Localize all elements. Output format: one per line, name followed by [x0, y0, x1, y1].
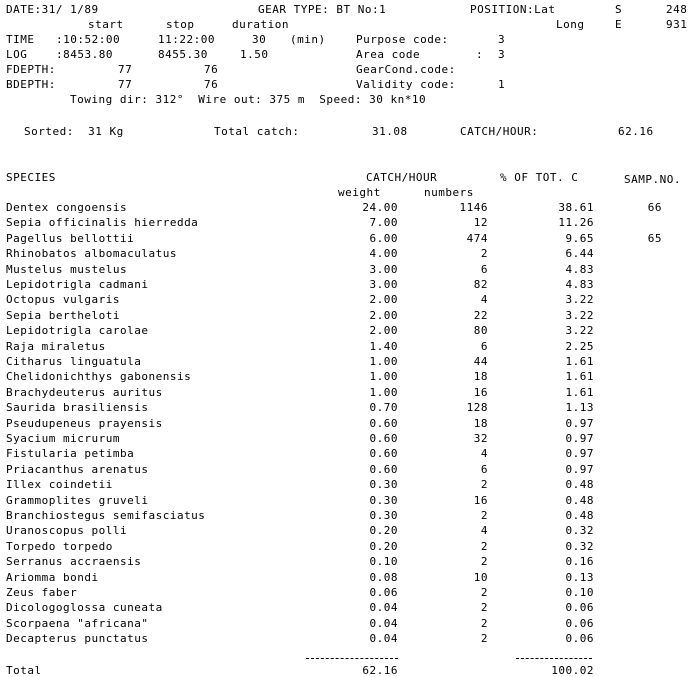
species-name: Mustelus mustelus	[6, 263, 128, 276]
weight-value: 0.30	[369, 494, 398, 507]
species-name: Dentex congoensis	[6, 201, 128, 214]
validity-code-value: 1	[498, 78, 506, 91]
numbers-value: 2	[480, 632, 488, 645]
percent-value: 0.48	[565, 494, 594, 507]
weight-value: 3.00	[369, 278, 398, 291]
purpose-code-value: 3	[498, 33, 506, 46]
numbers-value: 2	[480, 586, 488, 599]
numbers-value: 18	[473, 370, 488, 383]
total-catch-value: 31.08	[372, 125, 408, 138]
area-code-value: 3	[498, 48, 506, 61]
weight-value: 0.60	[369, 417, 398, 430]
percent-value: 0.97	[565, 463, 594, 476]
species-name: Dicologoglossa cuneata	[6, 601, 163, 614]
time-start: :10:52:00	[56, 33, 121, 46]
species-name: Serranus accraensis	[6, 555, 142, 568]
percent-value: 0.97	[565, 447, 594, 460]
species-name: Chelidonichthys gabonensis	[6, 370, 192, 383]
species-name: Zeus faber	[6, 586, 78, 599]
weight-value: 0.60	[369, 432, 398, 445]
long-value: 931	[666, 18, 688, 31]
percent-value: 0.32	[565, 524, 594, 537]
species-name: Rhinobatos albomaculatus	[6, 247, 177, 260]
weight-value: 1.00	[369, 355, 398, 368]
weight-value: 4.00	[369, 247, 398, 260]
percent-value: 0.06	[565, 632, 594, 645]
percent-value: 0.06	[565, 601, 594, 614]
gearcond-label: GearCond.code:	[356, 63, 456, 76]
weight-value: 0.30	[369, 478, 398, 491]
weight-value: 24.00	[362, 201, 398, 214]
species-name: Illex coindetii	[6, 478, 113, 491]
time-unit: (min)	[290, 33, 326, 46]
weight-value: 0.70	[369, 401, 398, 414]
sample-number-value: 65	[647, 232, 662, 245]
percent-value: 0.97	[565, 432, 594, 445]
pct-total-header: % OF TOT. C	[500, 171, 579, 184]
weight-value: 2.00	[369, 309, 398, 322]
numbers-value: 6	[480, 263, 488, 276]
sorted-weight: Sorted: 31 Kg	[24, 125, 124, 138]
species-name: Priacanthus arenatus	[6, 463, 149, 476]
weight-value: 0.20	[369, 540, 398, 553]
weight-value: 1.00	[369, 386, 398, 399]
weight-value: 0.60	[369, 463, 398, 476]
species-name: Saurida brasiliensis	[6, 401, 149, 414]
weight-total-rule	[306, 658, 398, 659]
percent-value: 3.22	[565, 309, 594, 322]
catch-hour-header: CATCH/HOUR	[366, 171, 438, 184]
percent-value: 11.26	[558, 216, 594, 229]
pct-total-rule	[516, 658, 592, 659]
numbers-value: 16	[473, 386, 488, 399]
percent-value: 1.61	[565, 370, 594, 383]
species-name: Grammoplites gruveli	[6, 494, 149, 507]
purpose-code-label: Purpose code:	[356, 33, 449, 46]
time-stop: 11:22:00	[158, 33, 215, 46]
numbers-value: 1146	[459, 201, 488, 214]
weight-value: 0.20	[369, 524, 398, 537]
numbers-value: 80	[473, 324, 488, 337]
catch-hour-value: 62.16	[618, 125, 654, 138]
species-name: Raja miraletus	[6, 340, 106, 353]
percent-value: 0.97	[565, 417, 594, 430]
area-code-label: Area code	[356, 48, 421, 61]
percent-value: 9.65	[565, 232, 594, 245]
weight-value: 7.00	[369, 216, 398, 229]
percent-value: 0.32	[565, 540, 594, 553]
numbers-value: 32	[473, 432, 488, 445]
weight-value: 0.08	[369, 571, 398, 584]
bdepth-label: BDEPTH:	[6, 78, 56, 91]
percent-value: 38.61	[558, 201, 594, 214]
species-name: Sepia bertheloti	[6, 309, 120, 322]
numbers-value: 2	[480, 478, 488, 491]
weight-value: 0.04	[369, 601, 398, 614]
species-name: Octopus vulgaris	[6, 293, 120, 306]
long-hemisphere: E	[615, 18, 623, 31]
numbers-value: 82	[473, 278, 488, 291]
total-percent: 100.02	[551, 664, 594, 677]
percent-value: 4.83	[565, 278, 594, 291]
total-weight: 62.16	[362, 664, 398, 677]
percent-value: 3.22	[565, 324, 594, 337]
numbers-value: 2	[480, 617, 488, 630]
weight-value: 6.00	[369, 232, 398, 245]
numbers-value: 12	[473, 216, 488, 229]
species-name: Lepidotrigla carolae	[6, 324, 149, 337]
fdepth-label: FDEPTH:	[6, 63, 56, 76]
percent-value: 0.13	[565, 571, 594, 584]
sample-number-value: 66	[647, 201, 662, 214]
numbers-value: 4	[480, 447, 488, 460]
numbers-value: 18	[473, 417, 488, 430]
numbers-value: 4	[480, 524, 488, 537]
fdepth-stop: 76	[204, 63, 219, 76]
log-stop: 8455.30	[158, 48, 208, 61]
percent-value: 2.25	[565, 340, 594, 353]
lat-hemisphere: S	[615, 3, 623, 16]
log-duration: 1.50	[240, 48, 269, 61]
numbers-value: 22	[473, 309, 488, 322]
weight-value: 0.60	[369, 447, 398, 460]
species-name: Scorpaena "africana"	[6, 617, 149, 630]
species-name: Citharus linguatula	[6, 355, 142, 368]
gear-type: GEAR TYPE: BT No:1	[258, 3, 387, 16]
catch-hour-label: CATCH/HOUR:	[460, 125, 539, 138]
weight-value: 0.30	[369, 509, 398, 522]
species-name: Torpedo torpedo	[6, 540, 113, 553]
total-catch-label: Total catch:	[214, 125, 300, 138]
numbers-value: 10	[473, 571, 488, 584]
weight-value: 1.40	[369, 340, 398, 353]
percent-value: 4.83	[565, 263, 594, 276]
species-name: Lepidotrigla cadmani	[6, 278, 149, 291]
numbers-value: 474	[466, 232, 488, 245]
area-code-colon: :	[476, 48, 484, 61]
species-name: Pseudupeneus prayensis	[6, 417, 163, 430]
percent-value: 0.10	[565, 586, 594, 599]
weight-value: 0.10	[369, 555, 398, 568]
species-name: Fistularia petimba	[6, 447, 135, 460]
time-duration: 30	[252, 33, 267, 46]
percent-value: 6.44	[565, 247, 594, 260]
long-label: Long	[556, 18, 585, 31]
bdepth-start: 77	[118, 78, 133, 91]
numbers-value: 2	[480, 540, 488, 553]
col-duration: duration	[232, 18, 289, 31]
date: DATE:31/ 1/89	[6, 3, 99, 16]
numbers-value: 6	[480, 340, 488, 353]
bdepth-stop: 76	[204, 78, 219, 91]
towing-line: Towing dir: 312° Wire out: 375 m Speed: 30 kn*10	[70, 93, 427, 106]
sample-number-header: SAMP.NO.	[624, 173, 681, 186]
species-header: SPECIES	[6, 171, 56, 184]
validity-code-label: Validity code:	[356, 78, 456, 91]
species-name: Decapterus punctatus	[6, 632, 149, 645]
species-name: Brachydeuterus auritus	[6, 386, 163, 399]
numbers-value: 2	[480, 601, 488, 614]
weight-header: weight	[338, 186, 381, 199]
numbers-value: 6	[480, 463, 488, 476]
weight-value: 3.00	[369, 263, 398, 276]
numbers-value: 2	[480, 509, 488, 522]
species-name: Sepia officinalis hierredda	[6, 216, 199, 229]
log-label: LOG	[6, 48, 28, 61]
percent-value: 0.16	[565, 555, 594, 568]
numbers-value: 44	[473, 355, 488, 368]
weight-value: 2.00	[369, 293, 398, 306]
weight-value: 0.04	[369, 632, 398, 645]
time-label: TIME	[6, 33, 35, 46]
numbers-value: 4	[480, 293, 488, 306]
numbers-value: 128	[466, 401, 488, 414]
species-name: Ariomma bondi	[6, 571, 99, 584]
percent-value: 0.48	[565, 509, 594, 522]
numbers-value: 2	[480, 555, 488, 568]
numbers-value: 16	[473, 494, 488, 507]
species-name: Branchiostegus semifasciatus	[6, 509, 206, 522]
percent-value: 1.61	[565, 386, 594, 399]
log-start: :8453.80	[56, 48, 113, 61]
species-name: Pagellus bellottii	[6, 232, 135, 245]
fdepth-start: 77	[118, 63, 133, 76]
percent-value: 0.06	[565, 617, 594, 630]
position-label: POSITION:Lat	[470, 3, 556, 16]
col-start: start	[88, 18, 124, 31]
weight-value: 0.04	[369, 617, 398, 630]
numbers-header: numbers	[424, 186, 474, 199]
percent-value: 0.48	[565, 478, 594, 491]
weight-value: 2.00	[369, 324, 398, 337]
weight-value: 0.06	[369, 586, 398, 599]
species-name: Uranoscopus polli	[6, 524, 128, 537]
lat-value: 248	[666, 3, 688, 16]
percent-value: 1.13	[565, 401, 594, 414]
weight-value: 1.00	[369, 370, 398, 383]
percent-value: 1.61	[565, 355, 594, 368]
percent-value: 3.22	[565, 293, 594, 306]
species-name: Syacium micrurum	[6, 432, 120, 445]
numbers-value: 2	[480, 247, 488, 260]
total-label: Total	[6, 664, 42, 677]
col-stop: stop	[166, 18, 195, 31]
